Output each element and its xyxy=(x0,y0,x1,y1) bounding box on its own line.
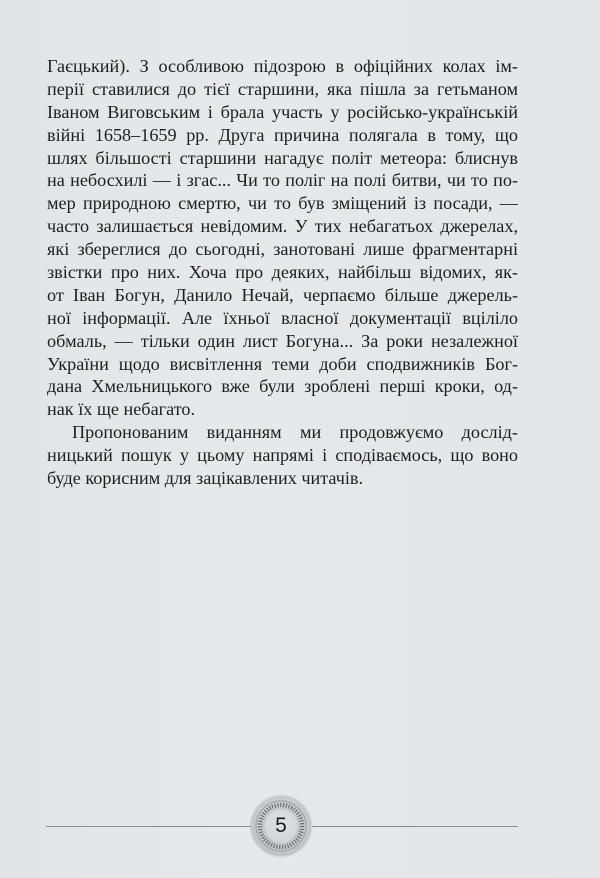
text-line: звістки про них. Хоча про деяких, найбільш відомих, як- xyxy=(47,262,518,283)
text-line: Пропонованим виданням ми продовжуємо дослід- xyxy=(72,422,518,443)
body-text xyxy=(47,55,518,490)
footer-rule-left xyxy=(46,826,251,827)
text-line: Іваном Виговським і брала участь у російсько-українській xyxy=(47,101,518,122)
text-line: які збереглися до сьогодні, занотовані лише фрагментарні xyxy=(47,239,518,260)
text-line: на небосхилі — і згас... Чи то поліг на полі битви, чи то по- xyxy=(47,170,518,191)
text-line: нак їх ще небагато. xyxy=(47,399,196,420)
text-line: дана Хмельницького вже були зроблені перші кроки, од- xyxy=(47,376,518,397)
text-line: от Іван Богун, Данило Нечай, черпаємо більше джерель- xyxy=(47,284,518,305)
paragraph-1 xyxy=(47,55,518,421)
text-line: перії ставилися до тієї старшини, яка пішла за гетьманом xyxy=(47,78,518,99)
text-line: часто залишається невідомим. У тих небагатьох джерелах, xyxy=(47,216,518,237)
page-number: 5 xyxy=(275,814,287,837)
text-line: ної інформації. Але їхньої власної документації вціліло xyxy=(47,307,518,328)
text-line: мер природною смертю, чи то був зміщений із посади, — xyxy=(47,193,518,214)
text-line: України щодо висвітлення теми доби сподвижників Бог- xyxy=(47,353,518,374)
footer-rule-right xyxy=(312,826,518,827)
text-line: Гаєцький). З особливою підозрою в офіційних колах ім- xyxy=(47,56,518,76)
paragraph-2 xyxy=(47,421,518,490)
text-line: війні 1658–1659 рр. Друга причина полягала в тому, що xyxy=(47,124,518,145)
page-number-seal xyxy=(251,796,311,856)
text-line: ницький пошук у цьому напрямі і сподіваємось, що воно xyxy=(47,445,518,466)
text-line: буде корисним для зацікавлених читачів. xyxy=(47,468,364,489)
text-line: шлях більшості старшини нагадує політ метеора: блиснув xyxy=(47,147,518,168)
text-line: обмаль, — тільки один лист Богуна... За роки незалежної xyxy=(47,330,518,351)
